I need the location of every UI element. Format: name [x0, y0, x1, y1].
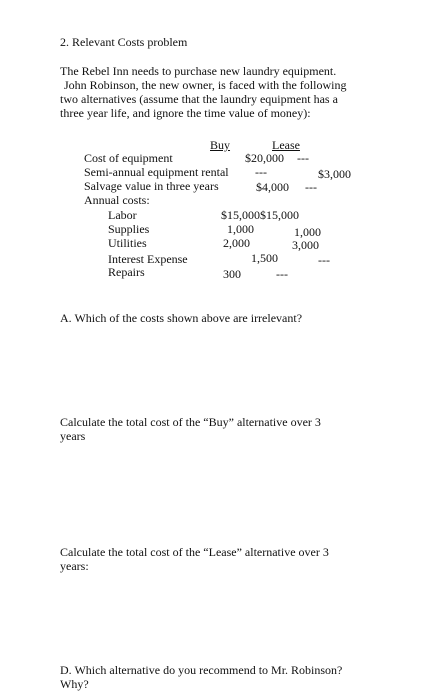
- cell-buy-repairs: 300: [223, 267, 241, 281]
- question-d: [60, 663, 342, 691]
- cell-lease-repairs: ---: [276, 267, 288, 281]
- cell-buy-semi-annual-rental: ---: [255, 165, 267, 179]
- cell-buy-utilities: 2,000: [223, 236, 250, 250]
- question-a: A. Which of the costs shown above are irrelevant?: [60, 311, 303, 325]
- buy-column-header: Buy: [210, 138, 231, 152]
- cell-lease-cost-of-equipment: ---: [297, 151, 309, 165]
- problem-title: 2. Relevant Costs problem: [60, 35, 188, 49]
- intro-line: The Rebel Inn needs to purchase new laundry equipment.: [60, 64, 337, 78]
- intro-line: three year life, and ignore the time value of money):: [60, 106, 311, 120]
- cell-lease-supplies: 1,000: [294, 225, 321, 239]
- question-buy-total: [60, 415, 321, 443]
- cell-labor-values: $15,000$15,000: [221, 208, 299, 222]
- row-label-repairs: Repairs: [108, 265, 145, 279]
- cell-lease-salvage-value: ---: [305, 180, 317, 194]
- cell-buy-interest-expense: 1,500: [251, 251, 278, 265]
- question-line: Calculate the total cost of the “Buy” alternative over 3: [60, 415, 321, 429]
- cell-lease-interest-expense: ---: [318, 253, 330, 267]
- row-label-supplies: Supplies: [108, 222, 150, 236]
- row-label-labor: Labor: [108, 208, 137, 222]
- row-label-annual-costs: Annual costs:: [84, 193, 150, 207]
- question-line: Calculate the total cost of the “Lease” alternative over 3: [60, 545, 329, 559]
- row-label-utilities: Utilities: [108, 236, 147, 250]
- cell-lease-semi-annual-rental: $3,000: [318, 167, 351, 181]
- row-label-salvage-value: Salvage value in three years: [84, 179, 219, 193]
- cell-lease-utilities: 3,000: [292, 238, 319, 252]
- intro-paragraph: [60, 64, 346, 120]
- row-label-cost-of-equipment: Cost of equipment: [84, 151, 173, 165]
- lease-column-header: Lease: [272, 138, 300, 152]
- intro-line: John Robinson, the new owner, is faced with the following: [64, 78, 347, 92]
- row-label-semi-annual-rental: Semi-annual equipment rental: [84, 165, 229, 179]
- question-line: years:: [60, 559, 89, 573]
- cell-buy-cost-of-equipment: $20,000: [245, 151, 284, 165]
- question-line: Why?: [60, 677, 89, 691]
- question-line: D. Which alternative do you recommend to Mr. Robinson?: [60, 663, 343, 677]
- question-line: years: [60, 429, 86, 443]
- intro-line: two alternatives (assume that the laundry equipment has a: [60, 92, 338, 106]
- cell-buy-salvage-value: $4,000: [256, 180, 289, 194]
- row-label-interest-expense: Interest Expense: [108, 252, 188, 266]
- question-lease-total: [60, 545, 329, 573]
- cell-buy-supplies: 1,000: [227, 222, 254, 236]
